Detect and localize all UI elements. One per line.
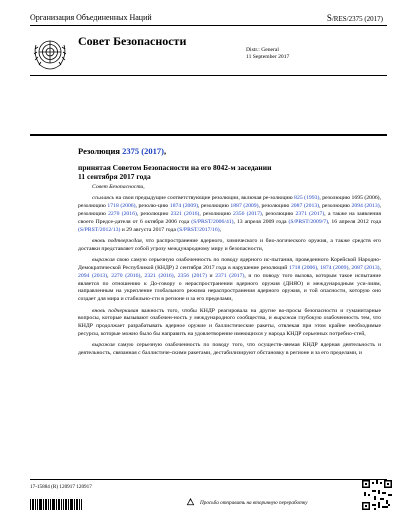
title-prefix: Резолюция (78, 146, 121, 156)
p1-text: , а также на заявления своего Предсе-дателя от 6 октября 2006 года (78, 210, 381, 225)
p3-text: , и по поводу того вызова, которым такое испытание является по отношению к До-говору о нераспространении ядерного оружия (ДНЯО) и международным уси-лиям, направленным на укрепление глобального режима нераспространения ядерного оружия, и той опасности, которую оно создает для мира и стабильно-сти в регионе и за его пределами, (78, 272, 381, 303)
p1-text: , 13 апреля 2009 года (233, 218, 289, 225)
link-2321[interactable]: 2321 (2016) (170, 210, 200, 217)
p3-em: выражая (92, 257, 115, 264)
p1-text: , 16 апреля 2012 года (328, 218, 382, 225)
distribution-info (246, 47, 289, 61)
p2-text: , что распространение ядерного, химического и био-логического оружия, а также средств его доставки представляет собой угрозу международному миру и безопасности, (78, 237, 381, 252)
p1-text: , резолюцию (258, 203, 291, 210)
p1-text: , резолюцию (199, 210, 234, 217)
symbol-rest: /RES/2375 (2017) (331, 15, 383, 23)
p5-em: выражая (92, 342, 115, 349)
top-rule (30, 25, 387, 26)
resolution-title (78, 146, 166, 156)
link-1718[interactable]: 1718 (2006) (107, 203, 136, 210)
p1-text: на свои предыдущие соответствующие резолюции, включая ре-золюцию (114, 195, 295, 202)
p1-text: , резолю-цию (135, 203, 170, 210)
footer-rule (30, 479, 387, 480)
paragraph-underlining (78, 308, 381, 339)
organization-name: Организация Объединенных Наций (30, 13, 152, 22)
p2-em: вновь подтверждая (92, 237, 142, 244)
link-1718[interactable]: 1718 (2006) (288, 264, 318, 271)
p1-text: , (219, 226, 222, 233)
resolution-body (78, 184, 381, 362)
link-prst-2009-7[interactable]: (S/PRST/2009/7) (288, 218, 329, 225)
p4-text: важность того, чтобы КНДР реагировала на другие во-просы безопасности и гуманитарные вопросы, которые вызывают озабочен-ность у международного сообщества, и (78, 307, 382, 322)
paragraph-recalling (78, 195, 381, 234)
p1-text: , резолюцию (78, 203, 382, 217)
link-2371[interactable]: 2371 (2017) (295, 210, 325, 217)
doc-number: 17-15884 (R) 120917 120917 (30, 484, 92, 490)
p4-text: глубокую озабоченность тем, что КНДР продолжает разрабатывать ядерное оружие и баллистические ракеты, отвлекая при этом крайне необходимые ресурсы, которые можно было бы направить на удовлетворение имеющихся у народа КНДР серьезных потребно-стей, (78, 315, 381, 337)
link-prst-2012-13[interactable]: (S/PRST/2012/13) (78, 226, 121, 233)
adoption-line (78, 163, 271, 181)
resolution-link[interactable]: 2375 (2017) (122, 146, 164, 156)
p5-text: самую серьезную озабоченность по поводу того, что осуществ-ляемая КНДР ядерная деятельность и деятельность, связанная с баллистиче-скими ракетами, дестабилизируют обстановку в регионе и за его пределами, и (78, 342, 381, 357)
paragraph-concern-test (78, 257, 381, 304)
p3-text: , (140, 272, 145, 279)
link-2356[interactable]: 2356 (2017) (233, 210, 262, 217)
link-2371[interactable]: 2371 (2017) (215, 272, 245, 279)
p3-text: , (348, 264, 352, 271)
link-2094[interactable]: 2094 (2013) (351, 203, 380, 210)
link-2087[interactable]: 2087 (2013) (290, 203, 320, 210)
link-2094[interactable]: 2094 (2013) (78, 272, 108, 279)
p3-text: , (317, 264, 321, 271)
opening-em: Совет Безопасности, (92, 184, 145, 190)
link-1887[interactable]: 1887 (2009) (230, 203, 259, 210)
p1-text: , резолюцию (319, 203, 352, 210)
document-symbol (327, 13, 383, 23)
p1-em: ссылаясь (92, 195, 115, 202)
p1-text: , резолюцию (136, 210, 171, 217)
masthead-rule-thick (30, 134, 387, 136)
link-2270[interactable]: 2270 (2016) (108, 210, 137, 217)
recycle-icon (186, 498, 195, 507)
p3-text: , (379, 264, 381, 271)
link-825[interactable]: 825 (1993) (294, 195, 320, 202)
link-2087[interactable]: 2087 (2013) (351, 264, 380, 271)
p1-text: , резолюцию (197, 203, 231, 210)
barcode-icon (30, 499, 82, 510)
paragraph-destabilizing (78, 342, 381, 358)
doc-date: 11 September 2017 (246, 54, 290, 60)
p4-em: вновь подчеркивая (92, 307, 139, 314)
p1-text: , резолюцию (261, 210, 296, 217)
p3-text: , (107, 272, 112, 279)
symbol-letter: S (326, 13, 332, 23)
adoption-meeting: принятая Советом Безопасности на его 8042-м заседании (78, 163, 272, 172)
link-1874[interactable]: 1874 (2009) (169, 203, 198, 210)
title-suffix: , (163, 146, 167, 156)
link-2321[interactable]: 2321 (2016) (144, 272, 174, 279)
paragraph-reaffirming (78, 238, 381, 254)
council-title: Совет Безопасности (78, 34, 187, 48)
p4-em2: выражая (273, 315, 297, 322)
p1-text: и 29 августа 2017 года (120, 226, 178, 233)
link-2356[interactable]: 2356 (2017) (177, 272, 207, 279)
recycle-note: Просьба отправить на вторичную переработку (200, 500, 308, 506)
p1-text: , резолюцию 1695 (2006), резолюцию (78, 195, 381, 210)
p3-text: свою самую серьезную озабоченность по поводу ядерного ис-пытания, проведенного Корейской Народно-Демократической Республикой (КНДР) 2 сентября 2017 года в нарушение резолюций (78, 257, 381, 271)
link-2270[interactable]: 2270 (2016) (111, 272, 141, 279)
un-emblem-icon (30, 33, 70, 73)
masthead-rule-thin (30, 75, 387, 76)
link-prst-2017-16[interactable]: (S/PRST/2017/16) (177, 226, 220, 233)
link-1874[interactable]: 1874 (2009) (320, 264, 349, 271)
p3-text: , (173, 272, 178, 279)
paragraph-opening (78, 184, 381, 192)
distr-label: Distr.: General (246, 47, 279, 53)
link-prst-2006-41[interactable]: (S/PRST/2006/41) (191, 218, 234, 225)
adoption-date: 11 сентября 2017 года (78, 172, 151, 181)
qr-code-icon (362, 480, 392, 510)
p3-text: и (206, 272, 216, 279)
